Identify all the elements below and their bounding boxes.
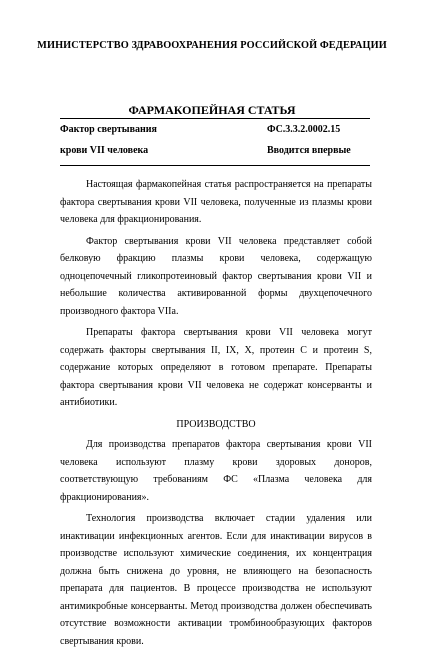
article-body [60, 176, 372, 654]
paragraph-production-plasma: Для производства препаратов фактора свертывания крови VII человека используют плазму крови здоровых доноров, соответствующую требованиям ФС «Плазма человека для фракционирования». [60, 439, 372, 503]
meta-row-1 [60, 124, 370, 135]
ministry-header: МИНИСТЕРСТВО ЗДРАВООХРАНЕНИЯ РОССИЙСКОЙ ФЕДЕРАЦИИ [37, 40, 387, 51]
paragraph-definition: Фактор свертывания крови VII человека представляет собой белковую фракцию плазмы крови человека, содержащую одноцепочечный гликопротеиновый фактор свертывания крови VII и небольшие количества активированной формы двухцепочечного производного фактора VIIa. [60, 235, 372, 317]
section-heading-production: ПРОИЗВОДСТВО [176, 418, 256, 430]
article-title: ФАРМАКОПЕЙНАЯ СТАТЬЯ [128, 103, 296, 117]
bottom-rule [60, 165, 370, 166]
article-code: ФС.3.3.2.0002.15 [267, 124, 341, 135]
paragraph-production-technology: Технология производства включает стадии удаления или инактивации инфекционных агентов. Если для инактивации вирусов в производстве используют химические соединения, их концентрация должна быть снижена до уровня, не влияющего на безопасность препарата для пациентов. В процессе производства не используют антимикробные консерванты. Метод производства должен обеспечивать отсутствие возможности активации тромбинообразующих факторов свертывания крови. [60, 513, 372, 647]
substance-name-line2: крови VII человека [60, 145, 149, 156]
paragraph-scope: Настоящая фармакопейная статья распространяется на препараты фактора свертывания крови VII человека, полученные из плазмы крови человека для фракционирования. [60, 179, 372, 225]
introduction-status: Вводится впервые [267, 145, 351, 156]
substance-name-line1: Фактор свертывания [60, 124, 157, 135]
meta-row-2 [60, 145, 370, 156]
top-rule [60, 118, 370, 119]
paragraph-composition: Препараты фактора свертывания крови VII человека могут содержать факторы свертывания II, IX, X, протеин C и протеин S, содержание которых определяют в готовом препарате. Препараты фактора свертывания крови VII человека не содержат консерванты и антибиотики. [60, 327, 372, 408]
